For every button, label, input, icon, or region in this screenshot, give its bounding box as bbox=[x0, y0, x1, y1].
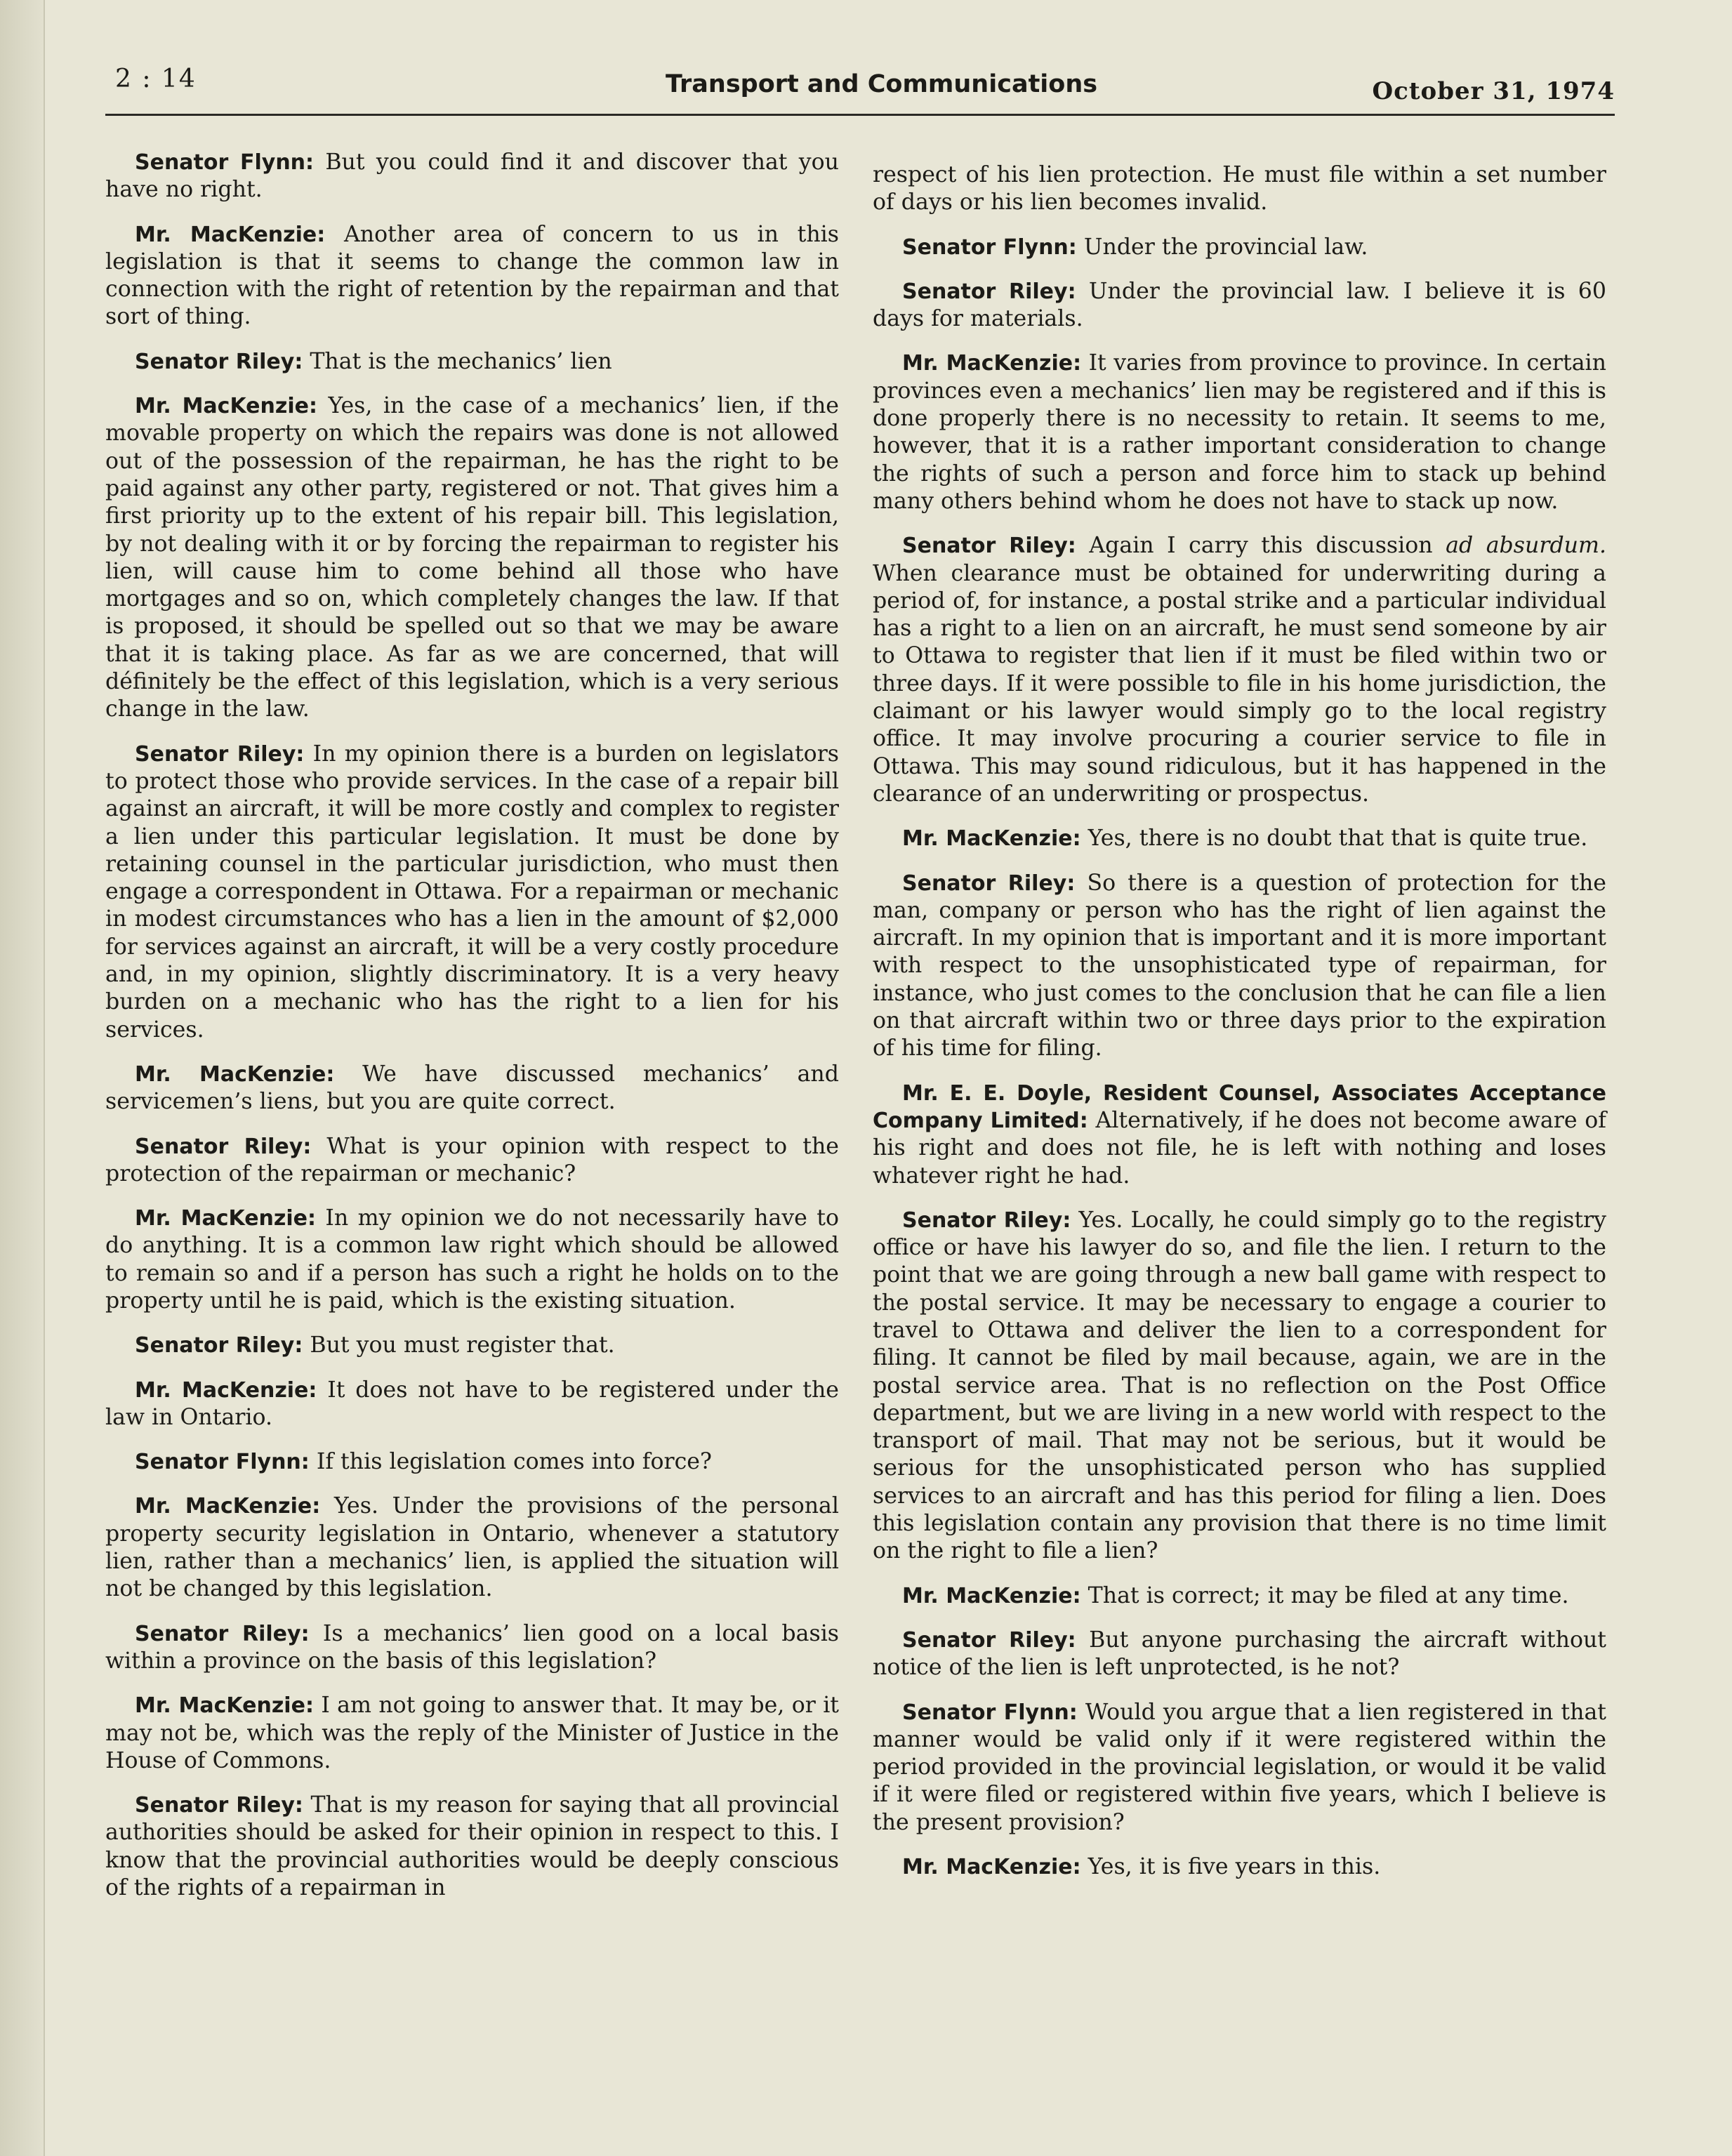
speech-text: Yes. Locally, he could simply go to the registry office or have his lawyer do so, and file the lien. I return to the point that we are going through a new ball game with respect to the postal service. It may be necessary to engage a courier to travel to Ottawa and deliver the lien to a correspondent for filing. It cannot be filed by mail because, again, we are in the postal service area. That is no reflection on the Post Office department, but we are living in a new world with respect to the transport of mail. That may not be serious, but it would be serious for the unsophisticated person who has supplied services to an aircraft and has this period for filing a lien. Does this legislation contain any provision that there is no time limit on the right to file a lien? bbox=[873, 1207, 1607, 1564]
speaker-name: Mr. MacKenzie: bbox=[902, 1855, 1081, 1880]
speech-text: When clearance must be obtained for underwriting during a period of, for instance, a postal strike and a particular individual has a right to a lien on an aircraft, he must send someone by air to Ottawa to register that lien if it must be filed within two or three days. If it were possible to file in his home jurisdiction, the claimant or his lawyer would simply go to the local registry office. It may involve procuring a courier service to file in Ottawa. This may sound ridiculous, but it has happened in the clearance of an underwriting or prospectus. bbox=[873, 560, 1606, 807]
speaker-name: Mr. MacKenzie: bbox=[135, 1062, 335, 1087]
speech-text: It varies from province to province. In certain provinces even a mechanics’ lien may be registered and if this is done properly there is no necessity to retain. It seems to me, however, that it is a rather important consideration to change the rights of such a person and force him to stack up behind many others behind whom he does not have to stack up now. bbox=[873, 350, 1607, 514]
speaker-name: Mr. MacKenzie: bbox=[135, 1693, 314, 1719]
speaker-name: Senator Riley: bbox=[902, 871, 1076, 896]
speech-text: What is your opinion with respect to the protection of the repairman or mechanic? bbox=[105, 1133, 840, 1186]
speaker-name: Senator Flynn: bbox=[902, 1700, 1078, 1725]
transcript-paragraph bbox=[873, 234, 1606, 261]
speaker-name: Senator Riley: bbox=[135, 349, 303, 374]
speaker-name: Mr. MacKenzie: bbox=[902, 351, 1082, 376]
speech-text: In my opinion there is a burden on legislators to protect those who provide services. In the case of a repair bill against an aircraft, it will be more costly and complex to register a lien under this particular legislation. It must be done by retaining counsel in the particular jurisdiction, who must then engage a correspondent in Ottawa. For a repairman or mechanic in modest circumstances who has a lien in the amount of $2,000 for services against an aircraft, it will be a very costly procedure and, in my opinion, slightly discriminatory. It is a very heavy burden on a mechanic who has the right to a lien for his services. bbox=[105, 741, 840, 1043]
speaker-name: Senator Flynn: bbox=[135, 1450, 310, 1475]
speaker-name: Senator Riley: bbox=[902, 534, 1076, 559]
speech-text: But you could find it and discover that you have no right. bbox=[105, 150, 839, 203]
speaker-name: Senator Flynn: bbox=[135, 150, 315, 175]
speaker-name: Mr. MacKenzie: bbox=[135, 1494, 321, 1519]
speaker-name: Mr. MacKenzie: bbox=[902, 1583, 1081, 1608]
transcript-paragraph bbox=[873, 1207, 1606, 1566]
transcript-paragraph bbox=[873, 1627, 1606, 1682]
speech-text: That is the mechanics’ lien bbox=[303, 348, 612, 374]
speaker-name: Senator Riley: bbox=[135, 1134, 312, 1159]
speaker-name: Senator Riley: bbox=[135, 1621, 310, 1646]
right-column bbox=[873, 161, 1606, 1898]
speaker-name: Mr. MacKenzie: bbox=[902, 826, 1081, 852]
transcript-paragraph bbox=[105, 1061, 839, 1116]
transcript-paragraph bbox=[873, 870, 1606, 1063]
speaker-name: Senator Riley: bbox=[902, 279, 1076, 304]
transcript-paragraph bbox=[873, 1080, 1606, 1190]
speech-text: Again I carry this discussion bbox=[1076, 533, 1446, 559]
transcript-paragraph bbox=[105, 1493, 839, 1603]
transcript-paragraph bbox=[105, 1377, 839, 1432]
transcript-paragraph bbox=[105, 392, 839, 724]
speaker-name: Senator Riley: bbox=[135, 1333, 303, 1358]
page-header bbox=[105, 65, 1615, 116]
continuation-paragraph: respect of his lien protection. He must file within a set number of days or his lien becomes invalid. bbox=[873, 162, 1606, 216]
page-number: 2 : 14 bbox=[115, 65, 197, 93]
speech-text: That is my reason for saying that all provincial authorities should be asked for their opinion in respect to this. I know that the provincial authorities would be deeply conscious of the rights of a repairman in bbox=[105, 1792, 839, 1901]
speech-text: So there is a question of protection for the man, company or person who has the right of lien against the aircraft. In my opinion that is important and it is more important with respect to the unsophisticated type of repairman, for instance, who just comes to the conclusion that he can file a lien on that aircraft within two or three days prior to the expiration of his time for filing. bbox=[873, 870, 1606, 1062]
transcript-paragraph bbox=[105, 221, 839, 331]
transcript-paragraph bbox=[873, 532, 1606, 808]
transcript-paragraph bbox=[873, 350, 1606, 515]
speech-text: But anyone purchasing the aircraft without notice of the lien is left unprotected, is he not? bbox=[873, 1627, 1607, 1681]
speaker-name: Senator Flynn: bbox=[902, 234, 1077, 260]
transcript-paragraph bbox=[105, 1133, 839, 1189]
transcript-paragraph bbox=[873, 1582, 1606, 1610]
transcript-paragraph bbox=[873, 1699, 1606, 1837]
header-date: October 31, 1974 bbox=[1372, 77, 1615, 105]
transcript-paragraph bbox=[873, 825, 1606, 852]
speaker-name: Mr. MacKenzie: bbox=[135, 1377, 317, 1403]
speaker-name: Mr. E. E. Doyle, Resident Counsel, Associates Acceptance Company Limited: bbox=[873, 1080, 1606, 1133]
speaker-name: Mr. MacKenzie: bbox=[135, 222, 326, 247]
speaker-name: Senator Riley: bbox=[135, 1793, 303, 1818]
transcript-paragraph bbox=[105, 149, 839, 204]
transcript-paragraph bbox=[105, 348, 839, 376]
speech-text: That is correct; it may be filed at any time. bbox=[1080, 1582, 1569, 1608]
speaker-name: Senator Riley: bbox=[902, 1208, 1071, 1233]
speech-text: Yes, there is no doubt that that is quite true. bbox=[1080, 826, 1588, 852]
speech-text: Another area of concern to us in this legislation is that it seems to change the common law in connection with the right of retention by the repairman and that sort of thing. bbox=[105, 221, 839, 330]
speech-text: We have discussed mechanics’ and servicemen’s liens, but you are quite correct. bbox=[105, 1061, 839, 1115]
speech-text: Yes, in the case of a mechanics’ lien, if the movable property on which the repairs was done is not allowed out of the possession of the repairman, he has the right to be paid against any other party, registered or not. That gives him a first priority up to the extent of his repair bill. This legislation, by not dealing with it or by forcing the repairman to register his lien, will cause him to come behind all those who have mortgages and so on, which completely changes the law. If that is proposed, it should be spelled out so that we may be aware that it is taking place. As far as we are concerned, that will définitely be the effect of this legislation, which is a very serious change in the law. bbox=[105, 393, 839, 722]
running-title: Transport and Communications bbox=[666, 70, 1098, 98]
speech-text: Alternatively, if he does not become aware of his right and does not file, he is left with nothing and loses whatever right he had. bbox=[873, 1107, 1606, 1189]
speech-italic-text: ad absurdum. bbox=[1446, 533, 1607, 559]
speech-text: It does not have to be registered under the law in Ontario. bbox=[105, 1377, 839, 1430]
speech-text: Would you argue that a lien registered in that manner would be valid only if it were registered within the period provided in the provincial legislation, or would it be valid if it were filed or registered within five years, which I believe is the present provision? bbox=[873, 1699, 1606, 1835]
transcript-paragraph bbox=[105, 1332, 839, 1359]
transcript-paragraph bbox=[105, 1205, 839, 1315]
left-column bbox=[105, 149, 839, 1919]
speech-text: But you must register that. bbox=[303, 1332, 615, 1358]
transcript-paragraph bbox=[105, 1448, 839, 1476]
speech-text: Under the provincial law. I believe it is 60 days for materials. bbox=[873, 278, 1607, 332]
transcript-paragraph bbox=[105, 1620, 839, 1676]
speech-text: Is a mechanics’ lien good on a local basis within a province on the basis of this legislation? bbox=[105, 1620, 840, 1674]
speech-text: If this legislation comes into force? bbox=[309, 1449, 712, 1475]
transcript-paragraph bbox=[105, 1692, 839, 1775]
speech-text: In my opinion we do not necessarily have to do anything. It is a common law right which should be allowed to remain so and if a person has such a right he holds on to the property until he is paid, which is the existing situation. bbox=[105, 1205, 840, 1314]
transcript-paragraph bbox=[873, 278, 1606, 333]
speech-text: Yes, it is five years in this. bbox=[1080, 1854, 1381, 1880]
speaker-name: Mr. MacKenzie: bbox=[135, 394, 317, 419]
speech-text: Under the provincial law. bbox=[1076, 234, 1368, 260]
speech-text: I am not going to answer that. It may be, or it may not be, which was the reply of the Minister of Justice in the House of Commons. bbox=[105, 1693, 839, 1773]
page-binding-edge bbox=[0, 0, 45, 2156]
transcript-paragraph bbox=[105, 1792, 839, 1902]
transcript-paragraph bbox=[873, 1853, 1606, 1881]
speaker-name: Senator Riley: bbox=[135, 741, 305, 767]
speech-text: Yes. Under the provisions of the personal property security legislation in Ontario, whenever a statutory lien, rather than a mechanics’ lien, is applied the situation will not be changed by this legislation. bbox=[105, 1493, 839, 1602]
speaker-name: Mr. MacKenzie: bbox=[135, 1206, 316, 1231]
transcript-paragraph bbox=[105, 741, 839, 1044]
speaker-name: Senator Riley: bbox=[902, 1627, 1076, 1653]
